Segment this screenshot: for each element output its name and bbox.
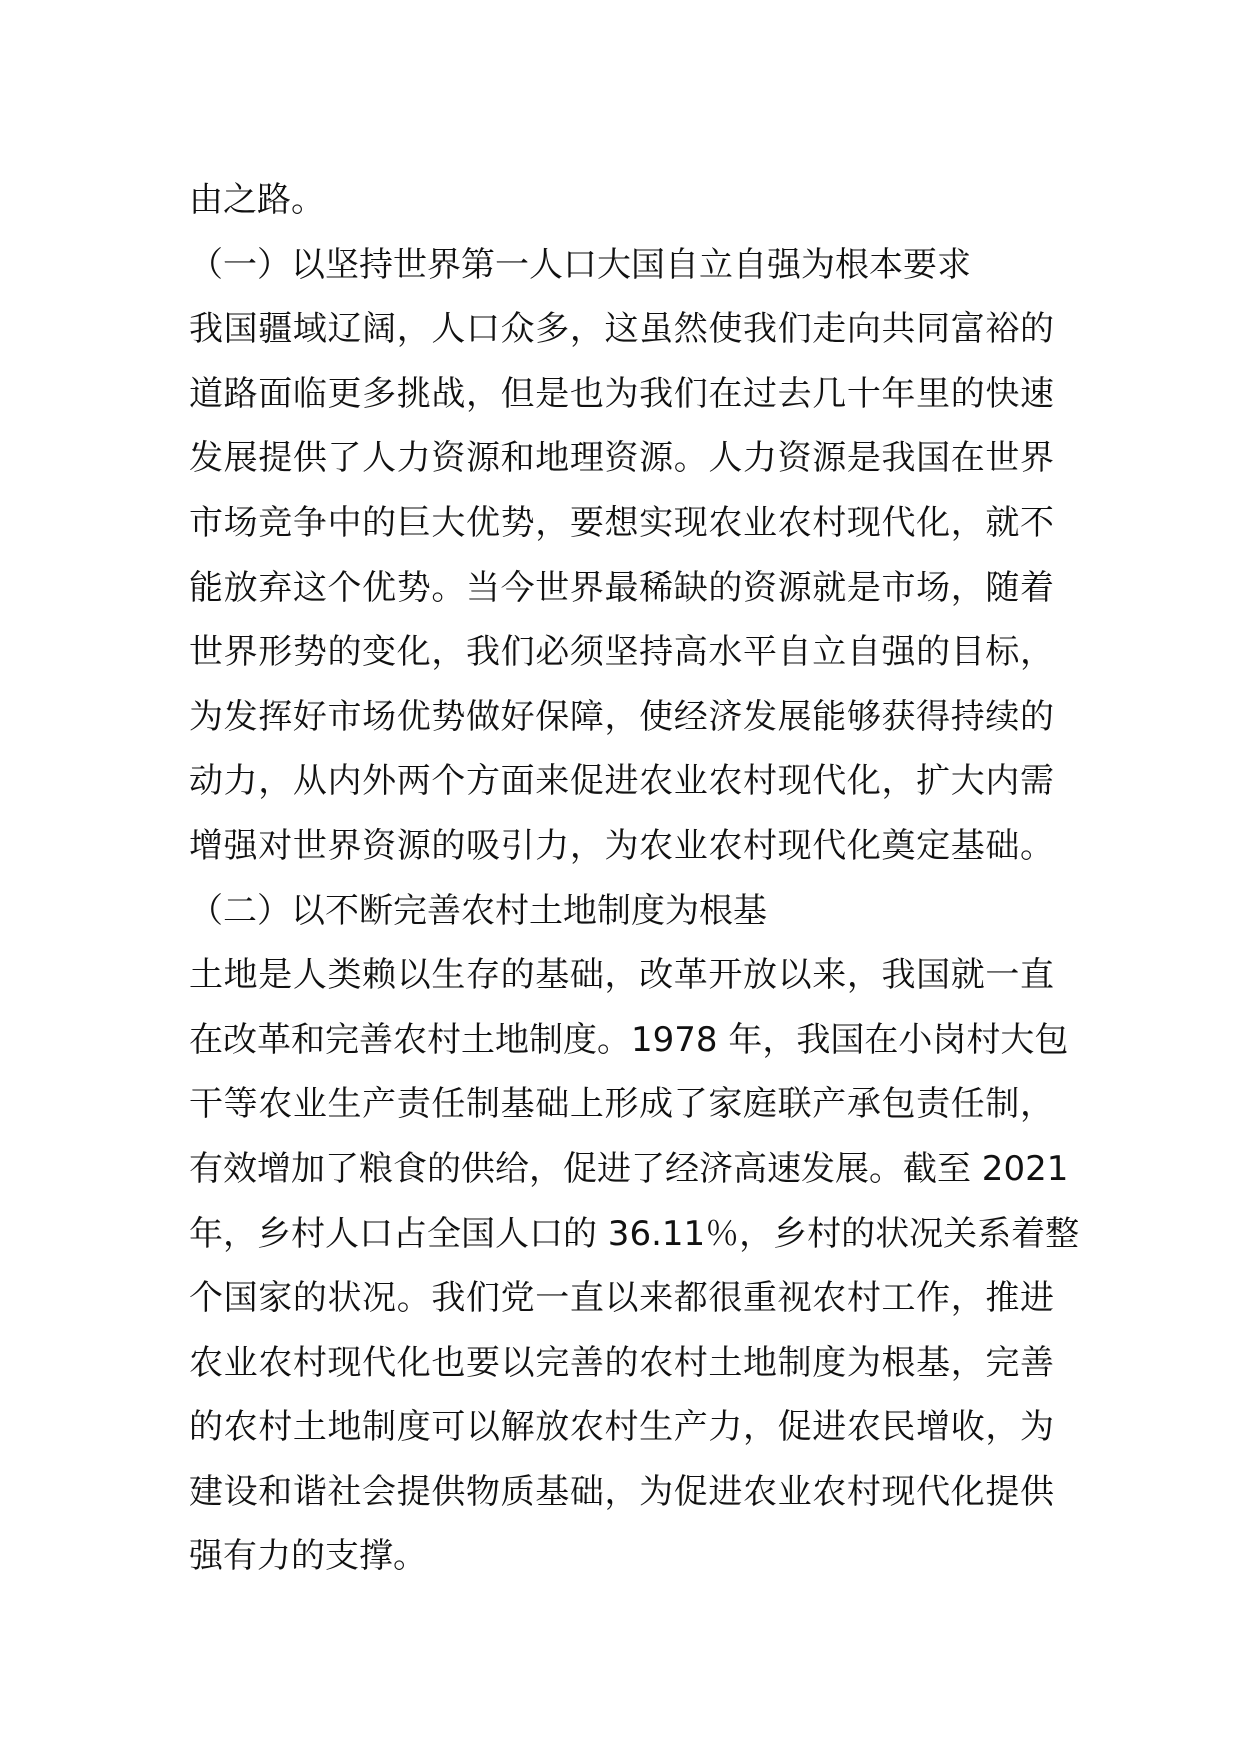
paragraph-line: 年，乡村人口占全国人口的 36.11％，乡村的状况关系着整: [189, 1213, 1080, 1254]
paragraph-line: 土地是人类赖以生存的基础，改革开放以来，我国就一直: [189, 955, 1054, 996]
paragraph-line: 干等农业生产责任制基础上形成了家庭联产承包责任制，: [189, 1084, 1054, 1125]
paragraph-line: 强有力的支撑。: [189, 1536, 427, 1577]
paragraph-line: 我国疆域辽阔，人口众多，这虽然使我们走向共同富裕的: [189, 309, 1054, 350]
paragraph-line: 为发挥好市场优势做好保障，使经济发展能够获得持续的: [189, 696, 1054, 737]
section-heading-2: （二）以不断完善农村土地制度为根基: [189, 890, 767, 931]
paragraph-line: 在改革和完善农村土地制度。1978 年，我国在小岗村大包: [189, 1019, 1069, 1060]
paragraph-line: 建设和谐社会提供物质基础，为促进农业农村现代化提供: [189, 1471, 1054, 1512]
paragraph-line: 动力，从内外两个方面来促进农业农村现代化，扩大内需: [189, 761, 1054, 802]
paragraph-line: 个国家的状况。我们党一直以来都很重视农村工作，推进: [189, 1278, 1054, 1319]
paragraph-line: 发展提供了人力资源和地理资源。人力资源是我国在世界: [189, 438, 1054, 479]
paragraph-line: 由之路。: [189, 180, 325, 220]
paragraph-line: 能放弃这个优势。当今世界最稀缺的资源就是市场，随着: [189, 567, 1054, 608]
paragraph-line: 市场竞争中的巨大优势，要想实现农业农村现代化，就不: [189, 502, 1054, 543]
paragraph-line: 增强对世界资源的吸引力，为农业农村现代化奠定基础。: [189, 825, 1054, 866]
paragraph-line: 的农村土地制度可以解放农村生产力，促进农民增收，为: [189, 1407, 1054, 1448]
section-heading-1: （一）以坚持世界第一人口大国自立自强为根本要求: [189, 244, 971, 285]
document-body: [189, 168, 1080, 1589]
paragraph-line: 道路面临更多挑战，但是也为我们在过去几十年里的快速: [189, 373, 1054, 414]
paragraph-line: 世界形势的变化，我们必须坚持高水平自立自强的目标，: [189, 632, 1054, 673]
paragraph-line: 有效增加了粮食的供给，促进了经济高速发展。截至 2021: [189, 1148, 1069, 1189]
paragraph-line: 农业农村现代化也要以完善的农村土地制度为根基，完善: [189, 1342, 1054, 1383]
